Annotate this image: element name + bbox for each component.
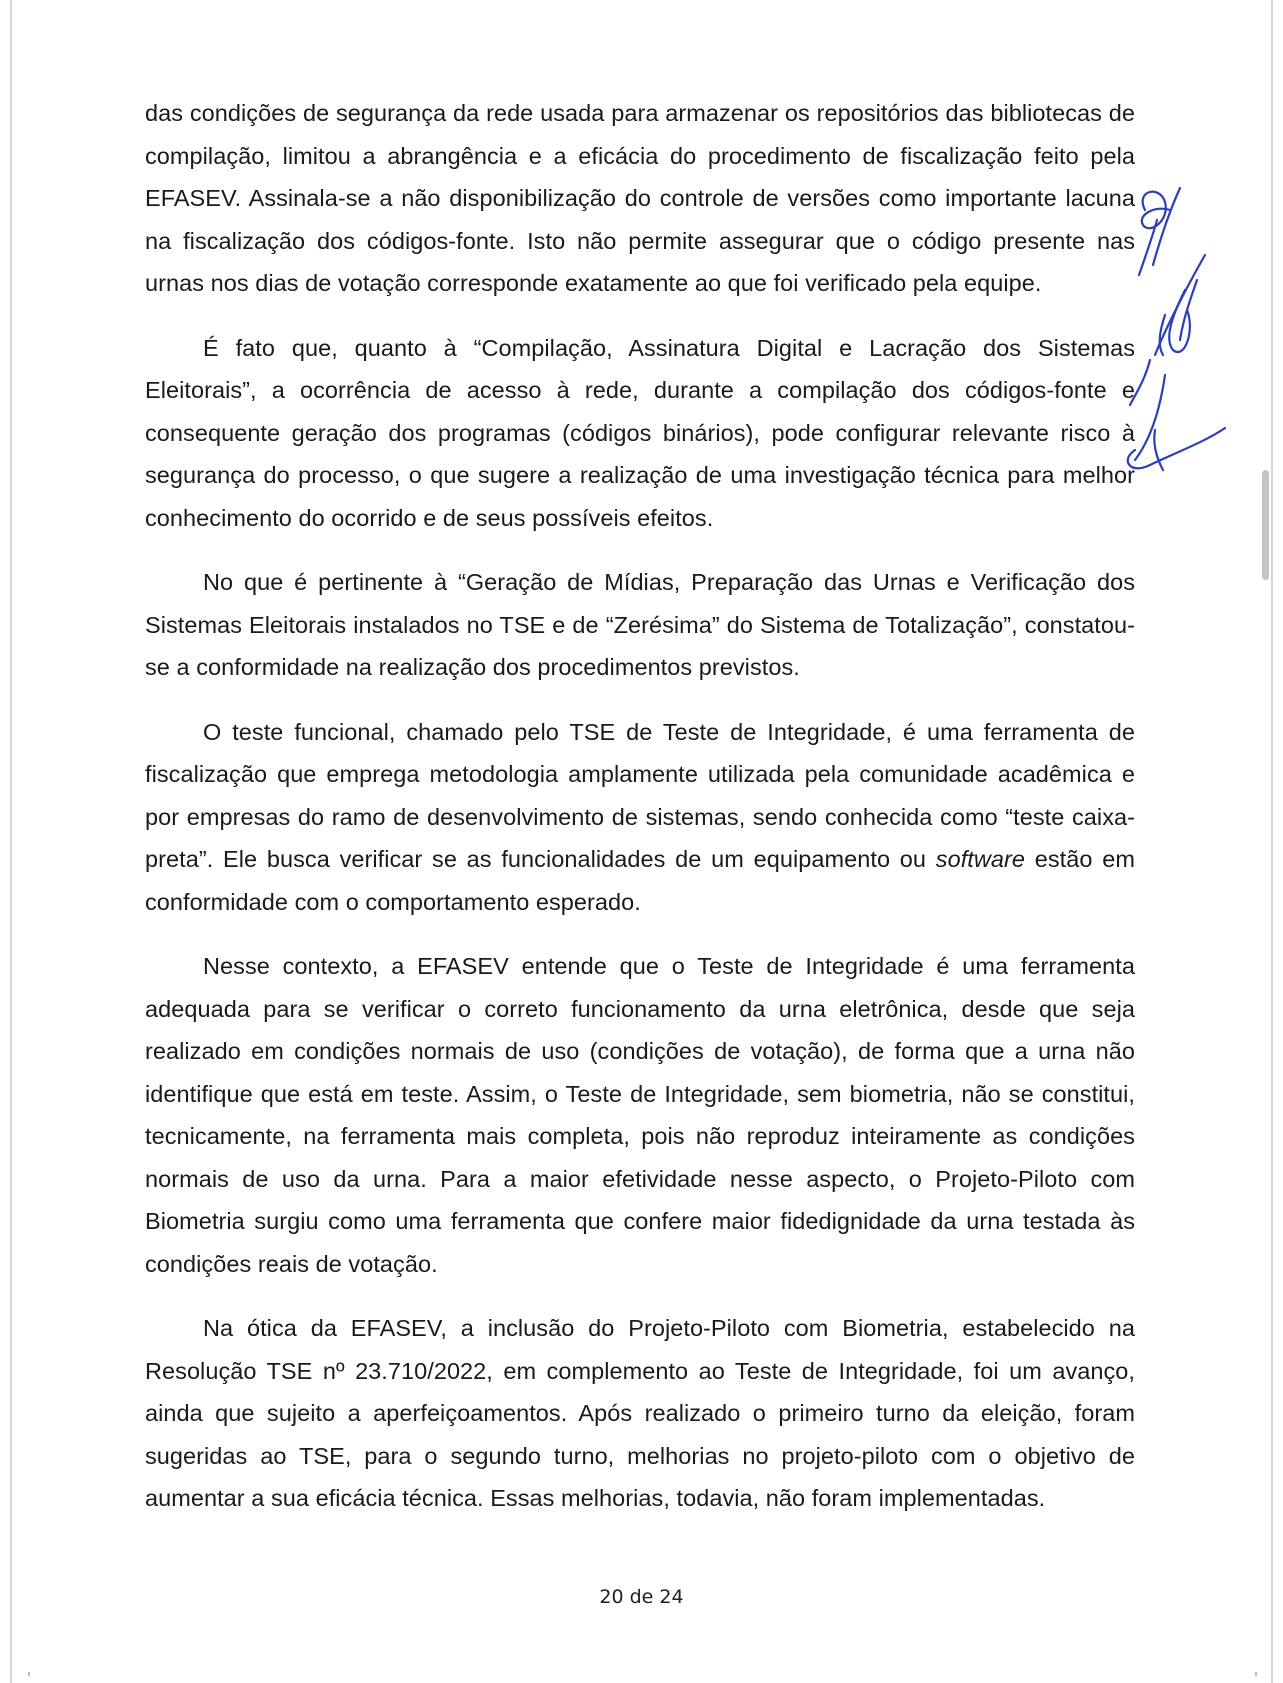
signature-strokes xyxy=(1128,188,1225,470)
paragraph-1: das condições de segurança da rede usada para armazenar os repositórios das bibliotecas de compilação, limitou a abrangência e a eficácia do procedimento de fiscalização feito pela EFASEV. Assinala-se a não disponibilização do controle de versões como importante lacuna na fiscalização dos códigos-fonte. Isto não permite assegurar que o código presente nas urnas nos dias de votação corresponde exatamente ao que foi verificado pela equipe. xyxy=(145,100,1135,296)
paragraph-3: No que é pertinente à “Geração de Mídias, Preparação das Urnas e Verificação dos Sistemas Eleitorais instalados no TSE e de “Zerésima” do Sistema de Totalização”, constatou-se a conformidade na realização dos procedimentos previstos. xyxy=(145,569,1135,680)
document-body xyxy=(145,92,1135,1542)
paragraph-4-text-b: estão em conformidade com o comportamento esperado. xyxy=(145,846,1135,915)
paragraph-6: Na ótica da EFASEV, a inclusão do Projeto-Piloto com Biometria, estabelecido na Resolução TSE nº 23.710/2022, em complemento ao Teste de Integridade, foi um avanço, ainda que sujeito a aperfeiçoamentos. Após realizado o primeiro turno da eleição, foram sugeridas ao TSE, para o segundo turno, melhorias no projeto-piloto com o objetivo de aumentar a sua eficácia técnica. Essas melhorias, todavia, não foram implementadas. xyxy=(145,1315,1135,1511)
paragraph-4 xyxy=(145,711,1135,924)
page-number: 20 de 24 xyxy=(599,1586,684,1608)
paragraph-2: É fato que, quanto à “Compilação, Assinatura Digital e Lacração dos Sistemas Eleitorais”, a ocorrência de acesso à rede, durante a compilação dos códigos-fonte e consequente geração dos programas (códigos binários), pode configurar relevante risco à segurança do processo, o que sugere a realização de uma investigação técnica para melhor conhecimento do ocorrido e de seus possíveis efeitos. xyxy=(145,334,1135,531)
paragraph-5: Nesse contexto, a EFASEV entende que o Teste de Integridade é uma ferramenta adequada para se verificar o correto funcionamento da urna eletrônica, desde que seja realizado em condições normais de uso (condições de votação), de forma que a urna não identifique que está em teste. Assim, o Teste de Integridade, sem biometria, não se constitui, tecnicamente, na ferramenta mais completa, pois não reproduz inteiramente as condições normais de uso da urna. Para a maior efetividade nesse aspecto, o Projeto-Piloto com Biometria surgiu como uma ferramenta que confere maior fidedignidade da urna testada às condições reais de votação. xyxy=(145,953,1135,1277)
edge-mark-left xyxy=(28,1672,30,1676)
handwritten-signature xyxy=(1125,180,1275,510)
page-edge-left xyxy=(10,0,12,1683)
edge-mark-right xyxy=(1255,1672,1257,1676)
paragraph-4-italic: software xyxy=(935,846,1026,872)
paragraph-4-text-a: O teste funcional, chamado pelo TSE de Teste de Integridade, é uma ferramenta de fiscalização que emprega metodologia amplamente utilizada pela comunidade acadêmica e por empresas do ramo de desenvolvimento de sistemas, sendo conhecida como “teste caixa-preta”. Ele busca verificar se as funcionalidades de um equipamento ou xyxy=(145,718,1135,872)
